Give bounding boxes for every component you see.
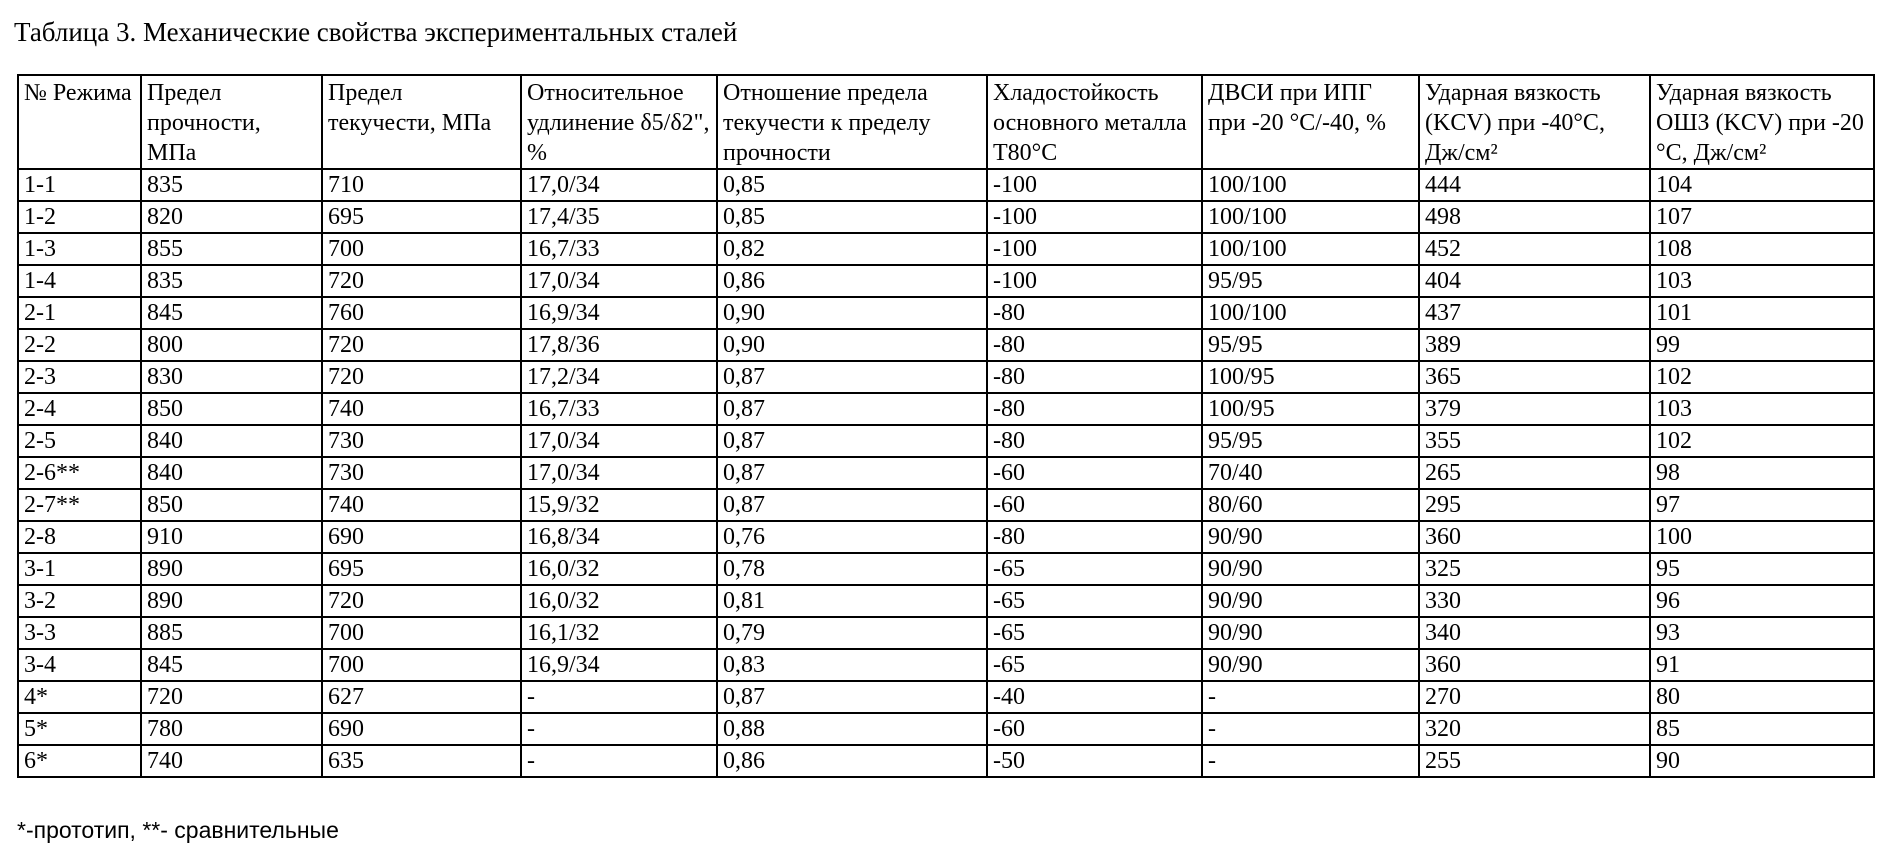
cell-elongation: 16,0/32: [521, 553, 717, 585]
cell-mode: 2-7**: [18, 489, 141, 521]
cell-cold-resistance: -65: [987, 617, 1202, 649]
cell-dwtt: 100/100: [1202, 169, 1419, 201]
cell-dwtt: 100/95: [1202, 361, 1419, 393]
cell-cold-resistance: -65: [987, 649, 1202, 681]
cell-mode: 1-1: [18, 169, 141, 201]
cell-cold-resistance: -65: [987, 585, 1202, 617]
cell-yield-ratio: 0,90: [717, 297, 987, 329]
cell-mode: 6*: [18, 745, 141, 777]
cell-tensile-strength: 835: [141, 169, 322, 201]
cell-yield-ratio: 0,85: [717, 201, 987, 233]
cell-haz-impact-toughness: 99: [1650, 329, 1874, 361]
cell-elongation: 16,9/34: [521, 297, 717, 329]
cell-cold-resistance: -60: [987, 457, 1202, 489]
cell-elongation: 17,0/34: [521, 457, 717, 489]
table-row: [18, 233, 1874, 265]
cell-haz-impact-toughness: 108: [1650, 233, 1874, 265]
table-row: [18, 201, 1874, 233]
cell-cold-resistance: -100: [987, 201, 1202, 233]
cell-mode: 2-5: [18, 425, 141, 457]
cell-mode: 3-2: [18, 585, 141, 617]
cell-yield-ratio: 0,83: [717, 649, 987, 681]
table-row: [18, 617, 1874, 649]
cell-haz-impact-toughness: 98: [1650, 457, 1874, 489]
cell-cold-resistance: -80: [987, 361, 1202, 393]
cell-elongation: 17,0/34: [521, 425, 717, 457]
cell-tensile-strength: 720: [141, 681, 322, 713]
table-row: [18, 425, 1874, 457]
cell-yield-strength: 740: [322, 393, 521, 425]
mechanical-properties-table: [17, 74, 1875, 778]
cell-mode: 2-6**: [18, 457, 141, 489]
table-row: [18, 489, 1874, 521]
cell-yield-ratio: 0,81: [717, 585, 987, 617]
cell-yield-strength: 700: [322, 617, 521, 649]
cell-dwtt: -: [1202, 713, 1419, 745]
cell-elongation: 16,7/33: [521, 233, 717, 265]
cell-mode: 2-8: [18, 521, 141, 553]
table-row: [18, 553, 1874, 585]
table-row: [18, 521, 1874, 553]
header-cell-yield-strength: Предел текучести, МПа: [322, 75, 521, 169]
cell-dwtt: 100/100: [1202, 233, 1419, 265]
cell-yield-ratio: 0,82: [717, 233, 987, 265]
cell-mode: 2-3: [18, 361, 141, 393]
cell-impact-toughness: 437: [1419, 297, 1650, 329]
cell-yield-strength: 690: [322, 521, 521, 553]
cell-mode: 3-3: [18, 617, 141, 649]
cell-cold-resistance: -80: [987, 329, 1202, 361]
cell-cold-resistance: -60: [987, 713, 1202, 745]
cell-tensile-strength: 820: [141, 201, 322, 233]
cell-haz-impact-toughness: 91: [1650, 649, 1874, 681]
cell-haz-impact-toughness: 95: [1650, 553, 1874, 585]
cell-haz-impact-toughness: 103: [1650, 265, 1874, 297]
cell-dwtt: -: [1202, 681, 1419, 713]
cell-tensile-strength: 830: [141, 361, 322, 393]
cell-mode: 1-4: [18, 265, 141, 297]
cell-yield-ratio: 0,87: [717, 361, 987, 393]
cell-yield-strength: 690: [322, 713, 521, 745]
cell-tensile-strength: 840: [141, 457, 322, 489]
cell-impact-toughness: 360: [1419, 521, 1650, 553]
header-row: [18, 75, 1874, 169]
cell-tensile-strength: 835: [141, 265, 322, 297]
cell-mode: 1-3: [18, 233, 141, 265]
cell-yield-ratio: 0,86: [717, 265, 987, 297]
cell-yield-ratio: 0,85: [717, 169, 987, 201]
cell-tensile-strength: 780: [141, 713, 322, 745]
cell-haz-impact-toughness: 102: [1650, 361, 1874, 393]
cell-haz-impact-toughness: 90: [1650, 745, 1874, 777]
cell-cold-resistance: -40: [987, 681, 1202, 713]
cell-cold-resistance: -100: [987, 169, 1202, 201]
cell-tensile-strength: 850: [141, 489, 322, 521]
header-cell-tensile-strength: Предел прочности, МПа: [141, 75, 322, 169]
cell-elongation: 17,4/35: [521, 201, 717, 233]
cell-cold-resistance: -80: [987, 425, 1202, 457]
table-body: [18, 169, 1874, 777]
table-row: [18, 457, 1874, 489]
cell-yield-strength: 720: [322, 361, 521, 393]
cell-impact-toughness: 330: [1419, 585, 1650, 617]
header-cell-haz-impact-toughness: Ударная вязкость ОШЗ (KCV) при -20 °С, Дж/см²: [1650, 75, 1874, 169]
cell-impact-toughness: 270: [1419, 681, 1650, 713]
cell-haz-impact-toughness: 102: [1650, 425, 1874, 457]
cell-haz-impact-toughness: 100: [1650, 521, 1874, 553]
cell-dwtt: 95/95: [1202, 265, 1419, 297]
cell-impact-toughness: 295: [1419, 489, 1650, 521]
cell-dwtt: 80/60: [1202, 489, 1419, 521]
cell-mode: 2-1: [18, 297, 141, 329]
cell-yield-strength: 720: [322, 265, 521, 297]
cell-cold-resistance: -50: [987, 745, 1202, 777]
table-row: [18, 745, 1874, 777]
table-row: [18, 329, 1874, 361]
cell-tensile-strength: 885: [141, 617, 322, 649]
cell-impact-toughness: 365: [1419, 361, 1650, 393]
cell-impact-toughness: 360: [1419, 649, 1650, 681]
header-cell-yield-ratio: Отношение предела текучести к пределу прочности: [717, 75, 987, 169]
cell-yield-ratio: 0,88: [717, 713, 987, 745]
cell-tensile-strength: 740: [141, 745, 322, 777]
cell-yield-strength: 700: [322, 649, 521, 681]
cell-elongation: -: [521, 745, 717, 777]
footnote: *-прототип, **- сравнительные: [17, 817, 339, 843]
cell-dwtt: 90/90: [1202, 521, 1419, 553]
table-row: [18, 169, 1874, 201]
cell-mode: 3-4: [18, 649, 141, 681]
cell-tensile-strength: 855: [141, 233, 322, 265]
cell-elongation: 16,9/34: [521, 649, 717, 681]
cell-tensile-strength: 845: [141, 649, 322, 681]
cell-haz-impact-toughness: 104: [1650, 169, 1874, 201]
cell-elongation: -: [521, 681, 717, 713]
cell-cold-resistance: -80: [987, 521, 1202, 553]
cell-dwtt: 100/95: [1202, 393, 1419, 425]
cell-dwtt: 90/90: [1202, 617, 1419, 649]
cell-impact-toughness: 340: [1419, 617, 1650, 649]
cell-tensile-strength: 800: [141, 329, 322, 361]
header-cell-impact-toughness: Ударная вязкость (KCV) при -40°С, Дж/см²: [1419, 75, 1650, 169]
cell-impact-toughness: 452: [1419, 233, 1650, 265]
cell-yield-ratio: 0,78: [717, 553, 987, 585]
cell-dwtt: 95/95: [1202, 329, 1419, 361]
table-row: [18, 297, 1874, 329]
cell-yield-ratio: 0,86: [717, 745, 987, 777]
cell-mode: 1-2: [18, 201, 141, 233]
cell-yield-strength: 635: [322, 745, 521, 777]
table-row: [18, 361, 1874, 393]
cell-mode: 2-2: [18, 329, 141, 361]
cell-yield-ratio: 0,76: [717, 521, 987, 553]
cell-yield-strength: 695: [322, 201, 521, 233]
cell-haz-impact-toughness: 107: [1650, 201, 1874, 233]
header-cell-dwtt: ДВСИ при ИПГ при -20 °С/-40, %: [1202, 75, 1419, 169]
cell-dwtt: 100/100: [1202, 297, 1419, 329]
cell-impact-toughness: 404: [1419, 265, 1650, 297]
cell-yield-strength: 720: [322, 585, 521, 617]
cell-dwtt: 95/95: [1202, 425, 1419, 457]
cell-elongation: 16,1/32: [521, 617, 717, 649]
table-row: [18, 585, 1874, 617]
table-row: [18, 649, 1874, 681]
cell-mode: 4*: [18, 681, 141, 713]
cell-elongation: -: [521, 713, 717, 745]
cell-mode: 2-4: [18, 393, 141, 425]
cell-impact-toughness: 325: [1419, 553, 1650, 585]
cell-dwtt: 90/90: [1202, 585, 1419, 617]
table-row: [18, 713, 1874, 745]
cell-mode: 5*: [18, 713, 141, 745]
cell-cold-resistance: -100: [987, 265, 1202, 297]
cell-mode: 3-1: [18, 553, 141, 585]
cell-yield-strength: 710: [322, 169, 521, 201]
header-cell-mode: № Режима: [18, 75, 141, 169]
cell-yield-ratio: 0,87: [717, 457, 987, 489]
table-row: [18, 393, 1874, 425]
header-cell-elongation: Относительное удлинение δ5/δ2", %: [521, 75, 717, 169]
cell-haz-impact-toughness: 93: [1650, 617, 1874, 649]
cell-yield-strength: 627: [322, 681, 521, 713]
table-row: [18, 681, 1874, 713]
cell-yield-ratio: 0,79: [717, 617, 987, 649]
cell-impact-toughness: 255: [1419, 745, 1650, 777]
cell-tensile-strength: 890: [141, 585, 322, 617]
cell-cold-resistance: -100: [987, 233, 1202, 265]
cell-yield-strength: 700: [322, 233, 521, 265]
cell-impact-toughness: 444: [1419, 169, 1650, 201]
cell-cold-resistance: -65: [987, 553, 1202, 585]
cell-haz-impact-toughness: 80: [1650, 681, 1874, 713]
cell-yield-strength: 720: [322, 329, 521, 361]
cell-cold-resistance: -80: [987, 297, 1202, 329]
cell-elongation: 16,7/33: [521, 393, 717, 425]
cell-impact-toughness: 320: [1419, 713, 1650, 745]
cell-haz-impact-toughness: 85: [1650, 713, 1874, 745]
cell-yield-strength: 760: [322, 297, 521, 329]
cell-tensile-strength: 840: [141, 425, 322, 457]
cell-elongation: 16,8/34: [521, 521, 717, 553]
cell-elongation: 15,9/32: [521, 489, 717, 521]
cell-yield-ratio: 0,87: [717, 425, 987, 457]
cell-yield-ratio: 0,87: [717, 681, 987, 713]
cell-yield-ratio: 0,87: [717, 489, 987, 521]
table-caption: Таблица 3. Механические свойства экспериментальных сталей: [14, 17, 738, 47]
cell-tensile-strength: 910: [141, 521, 322, 553]
cell-yield-strength: 695: [322, 553, 521, 585]
cell-cold-resistance: -60: [987, 489, 1202, 521]
cell-tensile-strength: 850: [141, 393, 322, 425]
header-cell-cold-resistance: Хладостойкость основного металла T80°C: [987, 75, 1202, 169]
cell-haz-impact-toughness: 96: [1650, 585, 1874, 617]
cell-impact-toughness: 265: [1419, 457, 1650, 489]
cell-impact-toughness: 355: [1419, 425, 1650, 457]
cell-haz-impact-toughness: 103: [1650, 393, 1874, 425]
cell-yield-ratio: 0,90: [717, 329, 987, 361]
cell-haz-impact-toughness: 97: [1650, 489, 1874, 521]
cell-elongation: 16,0/32: [521, 585, 717, 617]
cell-dwtt: -: [1202, 745, 1419, 777]
table-row: [18, 265, 1874, 297]
cell-yield-strength: 730: [322, 425, 521, 457]
cell-cold-resistance: -80: [987, 393, 1202, 425]
cell-impact-toughness: 379: [1419, 393, 1650, 425]
cell-elongation: 17,0/34: [521, 169, 717, 201]
cell-dwtt: 70/40: [1202, 457, 1419, 489]
cell-impact-toughness: 498: [1419, 201, 1650, 233]
cell-dwtt: 90/90: [1202, 553, 1419, 585]
cell-yield-strength: 730: [322, 457, 521, 489]
cell-dwtt: 90/90: [1202, 649, 1419, 681]
cell-tensile-strength: 845: [141, 297, 322, 329]
cell-dwtt: 100/100: [1202, 201, 1419, 233]
cell-yield-strength: 740: [322, 489, 521, 521]
cell-elongation: 17,8/36: [521, 329, 717, 361]
cell-yield-ratio: 0,87: [717, 393, 987, 425]
cell-tensile-strength: 890: [141, 553, 322, 585]
cell-elongation: 17,2/34: [521, 361, 717, 393]
cell-impact-toughness: 389: [1419, 329, 1650, 361]
cell-elongation: 17,0/34: [521, 265, 717, 297]
cell-haz-impact-toughness: 101: [1650, 297, 1874, 329]
